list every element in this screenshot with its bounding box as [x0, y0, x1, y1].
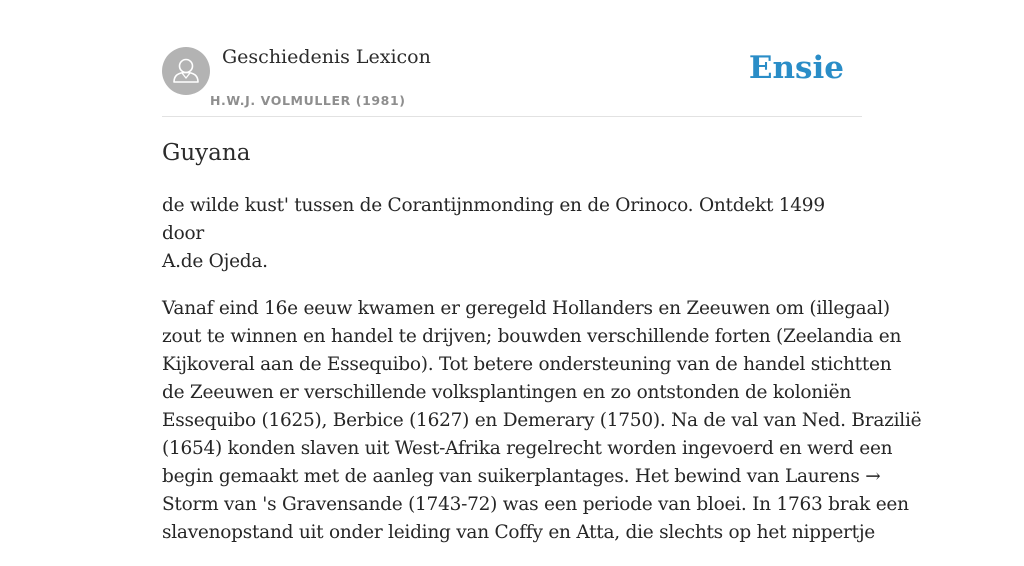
entry-paragraph-2: [162, 295, 922, 547]
paragraph-2-line-2: zout te winnen en handel te drijven; bouwden verschillende forten (Zeelandia en: [162, 326, 902, 347]
paragraph-2-line-8: Storm van 's Gravensande (1743-72) was een periode van bloei. In 1763 brak een: [162, 494, 909, 515]
paragraph-2-line-9: slavenopstand uit onder leiding van Coffy en Atta, die slechts op het nippertje: [162, 522, 876, 543]
paragraph-2-line-3: Kijkoveral aan de Essequibo). Tot betere ondersteuning van de handel stichtten: [162, 354, 892, 375]
entry-paragraph-1: [162, 192, 862, 276]
paragraph-2-line-6: (1654) konden slaven uit West-Afrika regelrecht worden ingevoerd en werd een: [162, 438, 893, 459]
entry-body: [162, 192, 922, 566]
person-outline-icon: [162, 47, 210, 95]
paragraph-2-line-1: Vanaf eind 16e eeuw kwamen er geregeld Hollanders en Zeeuwen om (illegaal): [162, 298, 890, 319]
page: [162, 0, 922, 543]
paragraph-1-line-1: de wilde kust' tussen de Corantijnmonding en de Orinoco. Ontdekt 1499 door: [162, 195, 825, 244]
paragraph-2-line-7: begin gemaakt met de aanleg van suikerplantages. Het bewind van Laurens →: [162, 466, 881, 487]
ensie-logo-link[interactable]: Ensie: [748, 50, 844, 86]
paragraph-1-line-2: A.de Ojeda.: [162, 251, 268, 272]
entry-title: Guyana: [162, 140, 251, 166]
paragraph-2-line-4: de Zeeuwen er verschillende volksplantingen en zo ontstonden de koloniën: [162, 382, 851, 403]
paragraph-2-line-5: Essequibo (1625), Berbice (1627) en Demerary (1750). Na de val van Ned. Brazilië: [162, 410, 922, 431]
user-avatar-icon[interactable]: [162, 47, 210, 95]
lexicon-title[interactable]: Geschiedenis Lexicon: [222, 46, 431, 68]
author-credit[interactable]: H.W.J. VOLMULLER (1981): [210, 93, 406, 108]
entry-header: [162, 0, 862, 117]
